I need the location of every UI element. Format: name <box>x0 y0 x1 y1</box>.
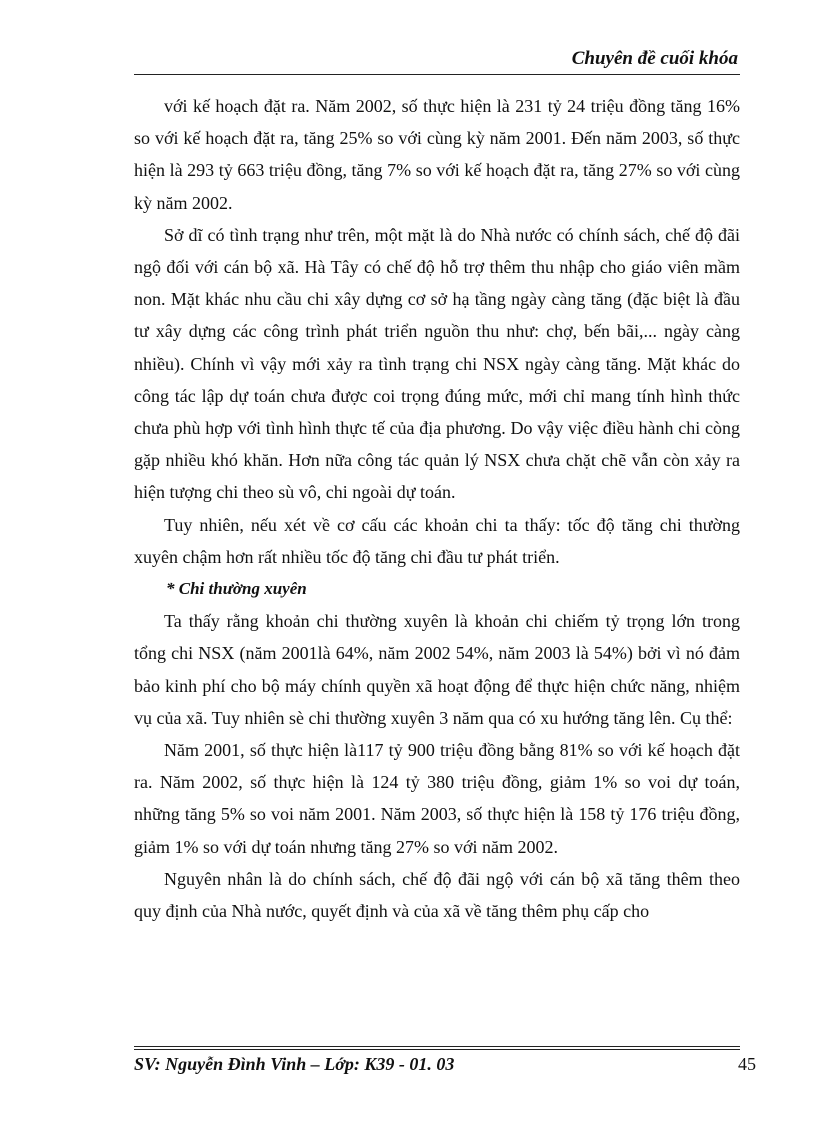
paragraph-2: Sở dĩ có tình trạng như trên, một mặt là do Nhà nước có chính sách, chế độ đãi ngộ đối với cán bộ xã. Hà Tây có chế độ hỗ trợ thêm thu nhập cho giáo viên mầm non. Mặt khác nhu cầu chi xây dựng cơ sở hạ tầng ngày càng tăng (đặc biệt là đầu tư xây dựng các công trình phát triển nguồn thu như: chợ, bến bãi,... ngày càng nhiều). Chính vì vậy mới xảy ra tình trạng chi NSX ngày càng tăng. Mặt khác do công tác lập dự toán chưa được coi trọng đúng mức, mới chỉ mang tính hình thức chưa phù hợp với tình hình thực tế của địa phương. Do vậy việc điều hành chi còng gặp nhiều khó khăn. Hơn nữa công tác quản lý NSX chưa chặt chẽ vẫn còn xảy ra hiện tượng chi theo sù vô, chi ngoài dự toán. <box>134 224 740 503</box>
footer-author: SV: Nguyễn Đình Vinh – Lớp: K39 - 01. 03 <box>134 1054 455 1074</box>
paragraph-5: Năm 2001, số thực hiện là117 tỷ 900 triệu đồng bằng 81% so với kế hoạch đặt ra. Năm 2002, số thực hiện là 124 tỷ 380 triệu đồng, giảm 1% so voi dự toán, những tăng 5% so voi năm 2001. Năm 2003, số thực hiện là 158 tỷ 176 triệu đồng, giảm 1% so với dự toán nhưng tăng 27% so với năm 2002. <box>134 740 740 857</box>
header-title: Chuyên đề cuối khóa <box>571 48 738 69</box>
footer-rule <box>134 1046 740 1047</box>
header-rule <box>134 74 740 75</box>
page-body <box>134 90 740 927</box>
footer-rule-double <box>134 1049 740 1050</box>
paragraph-1: với kế hoạch đặt ra. Năm 2002, số thực hiện là 231 tỷ 24 triệu đồng tăng 16% so với kế hoạch đặt ra, tăng 25% so với cùng kỳ năm 2001. Đến năm 2003, số thực hiện là 293 tỷ 663 triệu đồng, tăng 7% so với kế hoạch đặt ra, tăng 27% so với cùng kỳ năm 2002. <box>134 96 740 213</box>
page-number: 45 <box>738 1054 756 1074</box>
paragraph-4: Ta thấy rằng khoản chi thường xuyên là khoản chi chiếm tỷ trọng lớn trong tổng chi NSX (năm 2001là 64%, năm 2002 54%, năm 2003 là 54%) bởi vì nó đảm bảo kinh phí cho bộ máy chính quyền xã hoạt động để thực hiện chức năng, nhiệm vụ của xã. Tuy nhiên sè chi thường xuyên 3 năm qua có xu hướng tăng lên. Cụ thể: <box>134 611 740 728</box>
paragraph-3: Tuy nhiên, nếu xét về cơ cấu các khoản chi ta thấy: tốc độ tăng chi thường xuyên chậm hơn rất nhiều tốc độ tăng chi đầu tư phát triển. <box>134 514 740 567</box>
section-heading: * Chi thường xuyên <box>166 579 307 599</box>
paragraph-6: Nguyên nhân là do chính sách, chế độ đãi ngộ với cán bộ xã tăng thêm theo quy định của Nhà nước, quyết định và của xã về tăng thêm phụ cấp cho <box>134 868 740 922</box>
